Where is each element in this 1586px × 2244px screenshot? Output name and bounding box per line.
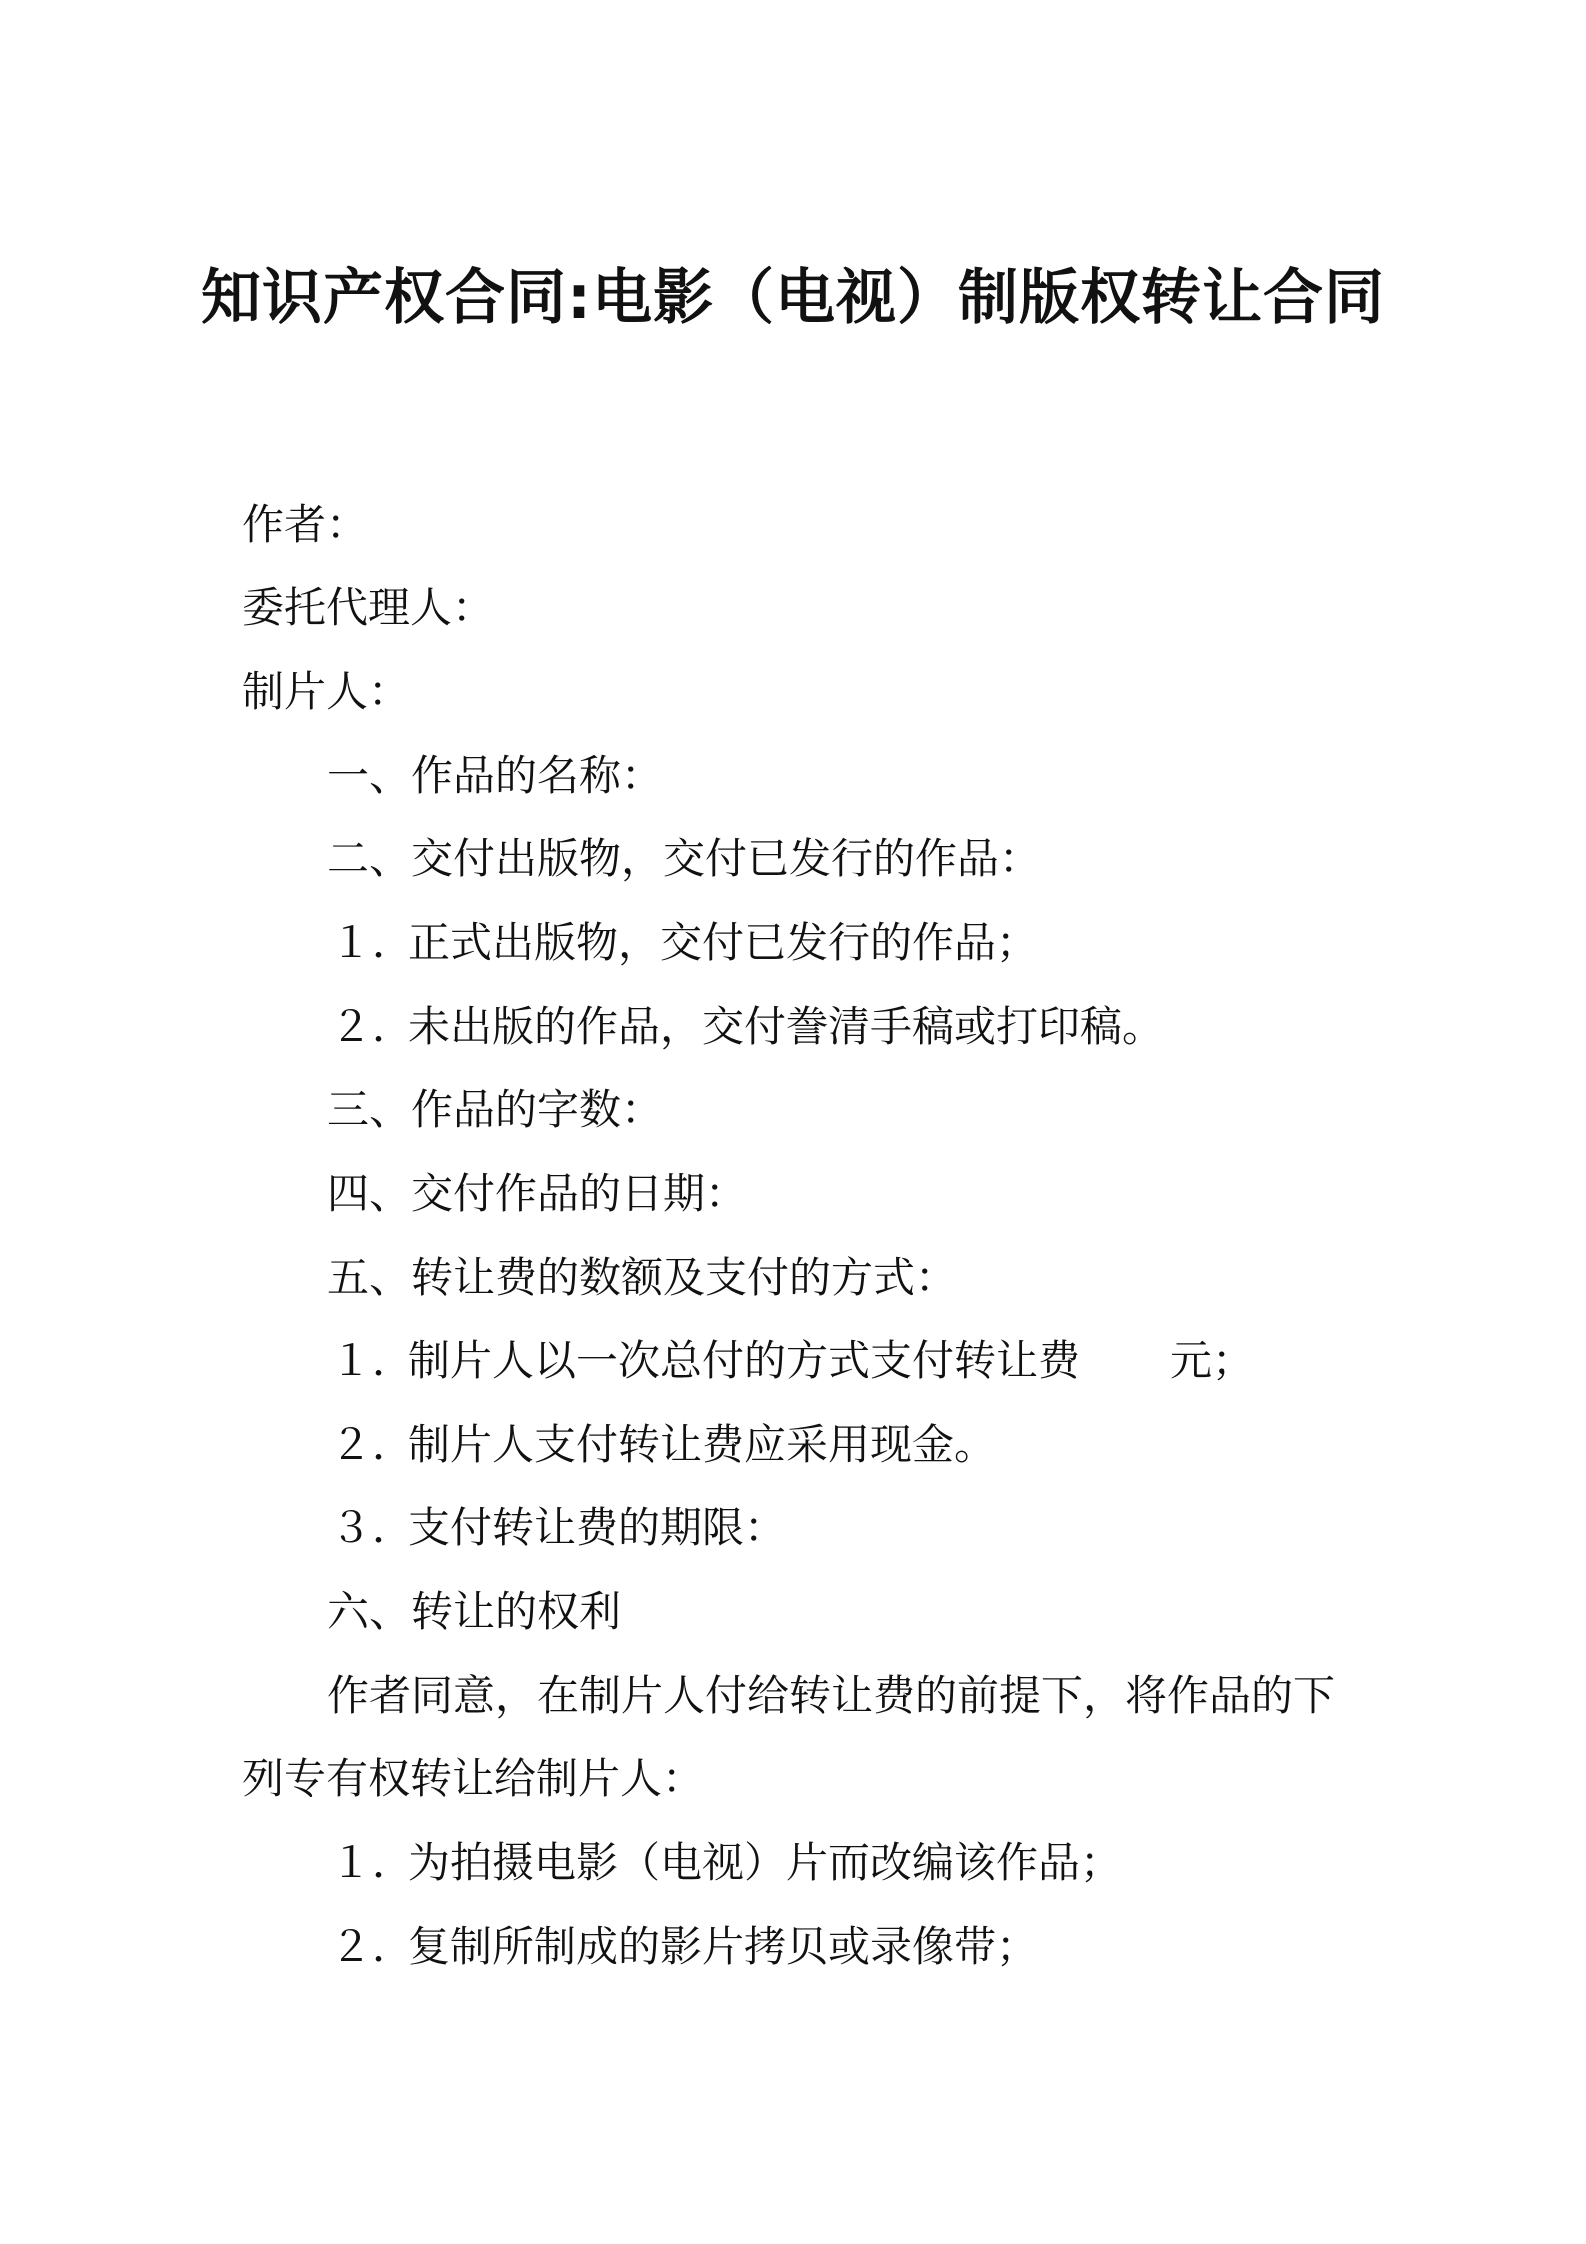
amount-suffix: 元； xyxy=(1170,1336,1255,1385)
party-agent: 委托代理人： xyxy=(242,583,495,632)
section-2-item-2 xyxy=(330,999,1164,1055)
section-2-heading: 二、交付出版物，交付已发行的作品： xyxy=(327,834,1042,883)
section-5-item-3 xyxy=(330,1500,786,1556)
item-text: 复制所制成的影片拷贝或录像带； xyxy=(408,1922,1039,1971)
item-text: 支付转让费的期限： xyxy=(408,1503,787,1552)
section-1-heading: 一、作品的名称： xyxy=(327,751,664,800)
section-6-item-1 xyxy=(330,1835,1122,1891)
section-6-paragraph-line-2: 列专有权转让给制片人： xyxy=(242,1754,705,1803)
item-text: 为拍摄电影（电视）片而改编该作品； xyxy=(408,1838,1123,1887)
section-2-item-1 xyxy=(330,915,1038,971)
item-number: ２． xyxy=(330,1002,415,1051)
section-3-heading: 三、作品的字数： xyxy=(327,1085,664,1134)
section-5-item-2 xyxy=(330,1417,996,1473)
section-6-heading: 六、转让的权利 xyxy=(327,1587,622,1636)
item-text: 正式出版物，交付已发行的作品； xyxy=(408,918,1039,967)
party-producer: 制片人： xyxy=(242,667,411,716)
section-6-paragraph-line-1: 作者同意，在制片人付给转让费的前提下，将作品的下 xyxy=(327,1671,1336,1720)
section-5-heading: 五、转让费的数额及支付的方式： xyxy=(327,1253,958,1302)
item-text: 未出版的作品，交付誊清手稿或打印稿。 xyxy=(408,1002,1165,1051)
item-text: 制片人以一次总付的方式支付转让费 xyxy=(408,1336,1081,1385)
item-number: １． xyxy=(330,918,415,967)
section-5-item-1 xyxy=(330,1333,1254,1389)
item-number: １． xyxy=(330,1838,415,1887)
section-4-heading: 四、交付作品的日期： xyxy=(327,1169,748,1218)
item-number: ２． xyxy=(330,1922,415,1971)
item-number: １． xyxy=(330,1336,415,1385)
item-text: 制片人支付转让费应采用现金。 xyxy=(408,1420,997,1469)
item-number: ２． xyxy=(330,1420,415,1469)
document-title: 知识产权合同:电影（电视）制版权转让合同 xyxy=(201,263,1385,333)
item-number: ３． xyxy=(330,1503,415,1552)
section-6-item-2 xyxy=(330,1919,1038,1975)
party-author: 作者： xyxy=(242,500,369,549)
